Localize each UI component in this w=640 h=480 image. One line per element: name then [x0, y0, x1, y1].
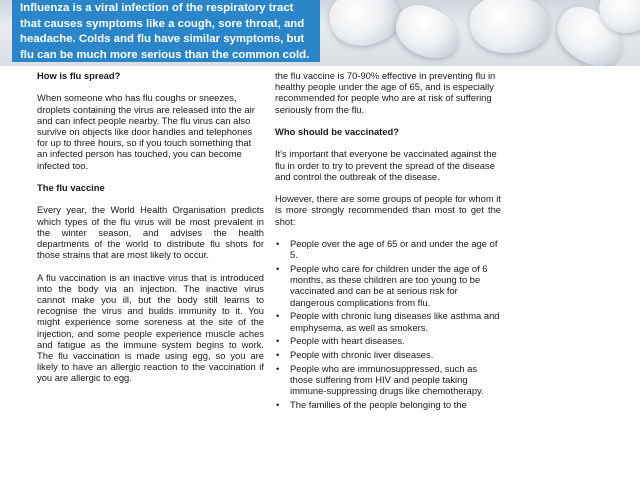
paragraph-everyone: It's important that everyone be vaccinated against the flu in order to try to prevent the spread of the disease and control the outbreak of the disease.	[275, 148, 497, 182]
tissue-image	[389, 0, 466, 66]
tissue-image	[468, 0, 553, 56]
bullet-icon: •	[276, 335, 280, 347]
paragraph-spread: When someone who has flu coughs or sneezes, droplets containing the virus are released into the air and can infect people nearby. The flu virus can also survive on objects like door handles and telephones for up to three hours, so if you touch something that an infected person has touched, you can become infected too.	[37, 92, 255, 171]
left-column	[37, 70, 264, 384]
bullet-icon: •	[276, 349, 280, 361]
bullet-icon: •	[276, 399, 280, 411]
list-item: • People with heart diseases.	[276, 335, 405, 347]
list-item: • People with chronic liver diseases.	[276, 349, 434, 361]
paragraph-vaccine-inactive: A flu vaccination is an inactive virus that is introduced into the body via an injection. The inactive virus cannot make you ill, but the body still learns to recognise the virus and builds immunity to it. You might experience some soreness at the site of the injection, and some people experience muscle aches and fatigue as the immune system begins to work. The flu vaccination is made using egg, so you are likely to have an allergic reaction to the vaccination if you are allergic to egg.	[37, 271, 264, 384]
paragraph-effectiveness: the flu vaccine is 70-90% effective in preventing flu in healthy people under the age of 65, and is especially recommended for people who are at risk of suffering seriously from the flu.	[275, 70, 496, 115]
risk-group-list	[275, 238, 501, 410]
list-item: • People over the age of 65 or and under the age of 5.	[276, 237, 498, 261]
bullet-icon: •	[276, 310, 280, 322]
list-item: • The families of the people belonging to the	[276, 399, 467, 411]
hero-image	[0, 0, 640, 66]
bullet-icon: •	[276, 262, 280, 274]
intro-box	[12, 0, 320, 62]
intro-text: Influenza is a viral infection of the respiratory tract that causes symptoms like a cough, sore throat, and headache. Colds and flu have similar symptoms, but flu can be much more serious than the common cold.	[20, 2, 310, 61]
heading-spread: How is flu spread?	[37, 70, 121, 81]
bullet-icon: •	[276, 237, 280, 249]
heading-vaccine: The flu vaccine	[37, 182, 105, 193]
paragraph-groups: However, there are some groups of people for whom it is more strongly recommended than most to get the shot:	[275, 193, 501, 227]
list-item: • People who are immunosuppressed, such as those suffering from HIV and people taking immune-suppressing drugs like chemotherapy.	[276, 362, 484, 397]
list-item: • People who care for children under the age of 6 months, as these children are too young to be vaccinated and can be at serious risk for dangerous complications from flu.	[276, 262, 488, 308]
tissue-image	[324, 0, 406, 53]
list-item: • People with chronic lung diseases like asthma and emphysema, as well as smokers.	[276, 310, 500, 333]
paragraph-vaccine-who: Every year, the World Health Organisation predicts which types of the flu virus will be most prevalent in the winter season, and advises the health departments of the world to distribute flu shots for those strains that are most likely to occur.	[37, 204, 264, 261]
right-column	[275, 70, 501, 413]
bullet-icon: •	[276, 362, 280, 374]
heading-who: Who should be vaccinated?	[275, 126, 399, 137]
